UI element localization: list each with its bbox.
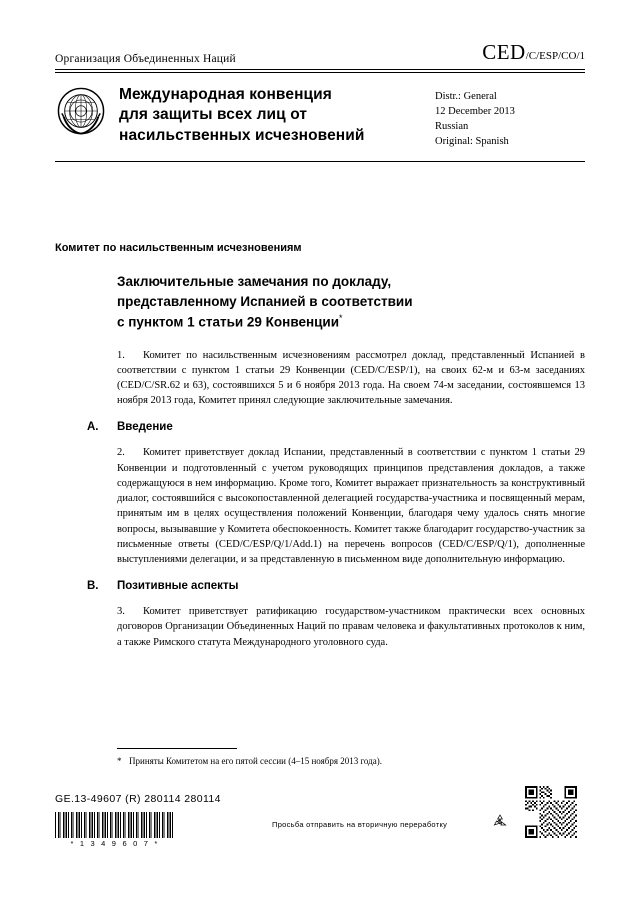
section-letter-b: B.: [87, 580, 99, 593]
paragraph: [117, 604, 585, 650]
convention-title-line-1: Международная конвенция: [119, 85, 332, 103]
recycle-icon: [492, 813, 508, 829]
convention-title: [105, 85, 435, 148]
symbol-prefix: CED: [482, 40, 526, 64]
barcode-bars: [55, 812, 173, 838]
organization-name: Организация Объединенных Наций: [55, 53, 236, 65]
section-heading-b: [87, 580, 585, 592]
barcode-digits: * 1 3 4 9 6 0 7 *: [70, 839, 160, 848]
footnote-area: [117, 748, 527, 768]
distribution-line-4: Original: Spanish: [435, 136, 509, 148]
footnote: [117, 755, 527, 768]
header-rule-thick: [55, 69, 585, 70]
page-title-line-3: с пунктом 1 статьи 29 Конвенции*: [117, 312, 343, 329]
distribution-line-2: 12 December 2013: [435, 105, 515, 117]
paragraph-text: Комитет приветствует ратификацию государством-участником практически всех основных договоров Организации Объединенных Наций по правам человека и факультативных протоколов к ним, а также Римского статута Международного уголовного суда.: [117, 606, 585, 648]
page-title-line-1: Заключительные замечания по докладу,: [117, 274, 392, 290]
footnote-text: Приняты Комитетом на его пятой сессии (4–15 ноября 2013 года).: [129, 756, 382, 766]
paragraph-text: Комитет по насильственным исчезновениям рассмотрел доклад, представленный Испанией в соответствии с пунктом 1 статьи 29 Конвенции (CED/C/ESP/1), на своих 62-м и 63-м заседаниях (CED/C/SR.62 и 63), состоявшихся 5 и 6 ноября 2013 года. На своем 74-м заседании, состоявшемся 13 ноября 2013 года, Комитет принял следующие заключительные замечания.: [117, 349, 585, 407]
convention-title-line-2: для защиты всех лиц от: [119, 106, 308, 124]
paragraph-number: 3.: [117, 606, 125, 618]
title-footnote-marker: *: [339, 312, 343, 323]
footnote-marker: *: [117, 756, 122, 766]
document-header: [55, 40, 585, 68]
paragraph: [117, 445, 585, 567]
recycle-note: Просьба отправить на вторичную переработку: [272, 820, 448, 829]
paragraph: [117, 348, 585, 409]
page-title-line-2: представленному Испанией в соответствии: [117, 293, 413, 309]
un-emblem-icon: [57, 87, 105, 135]
header-rule-bottom: [55, 161, 585, 162]
paragraph-number: 1.: [117, 349, 125, 361]
symbol-suffix: /C/ESP/CO/1: [525, 50, 585, 62]
document-body: [55, 272, 585, 649]
section-title-b: Позитивные аспекты: [117, 580, 239, 593]
job-number: GE.13-49607 (R) 280114 280114: [55, 793, 221, 805]
committee-name: Комитет по насильственным исчезновениям: [55, 242, 302, 255]
section-title-a: Введение: [117, 421, 173, 434]
paragraph-number: 2.: [117, 447, 125, 459]
qr-code: [525, 786, 577, 838]
barcode: [55, 812, 175, 848]
section-letter-a: A.: [87, 421, 99, 434]
footnote-separator: [117, 748, 237, 749]
distribution-line-3: Russian: [435, 120, 469, 132]
masthead: [55, 73, 585, 160]
paragraph-text: Комитет приветствует доклад Испании, представленный в соответствии с пунктом 1 статьи 29 Конвенции и подготовленный с учетом руководящих принципов представления докладов, а также содержащуюся в нем информацию. Кроме того, Комитет выражает признательность за конструктивный диалог, состоявшийся с высокопоставленной делегацией государства-участника и посвященный мерам, принятым им в целях осуществления положений Конвенции, благодаря чему удалось снять многие вопросы, вызывавшие у Комитета обеспокоенность. Комитет также благодарит государство-участник за письменные ответы (CED/C/ESP/Q/1/Add.1) на перечень вопросов (CED/C/ESP/Q/1), дополненные выступлениями делегации, и за представленную в письменном виде дополнительную информацию.: [117, 447, 585, 565]
page-title: [117, 272, 585, 331]
document-symbol: [482, 40, 585, 65]
convention-title-line-3: насильственных исчезновений: [119, 127, 365, 145]
distribution-block: [435, 85, 585, 150]
page-content: [55, 40, 585, 663]
distribution-line-1: Distr.: General: [435, 90, 497, 102]
section-heading-a: [87, 421, 585, 433]
